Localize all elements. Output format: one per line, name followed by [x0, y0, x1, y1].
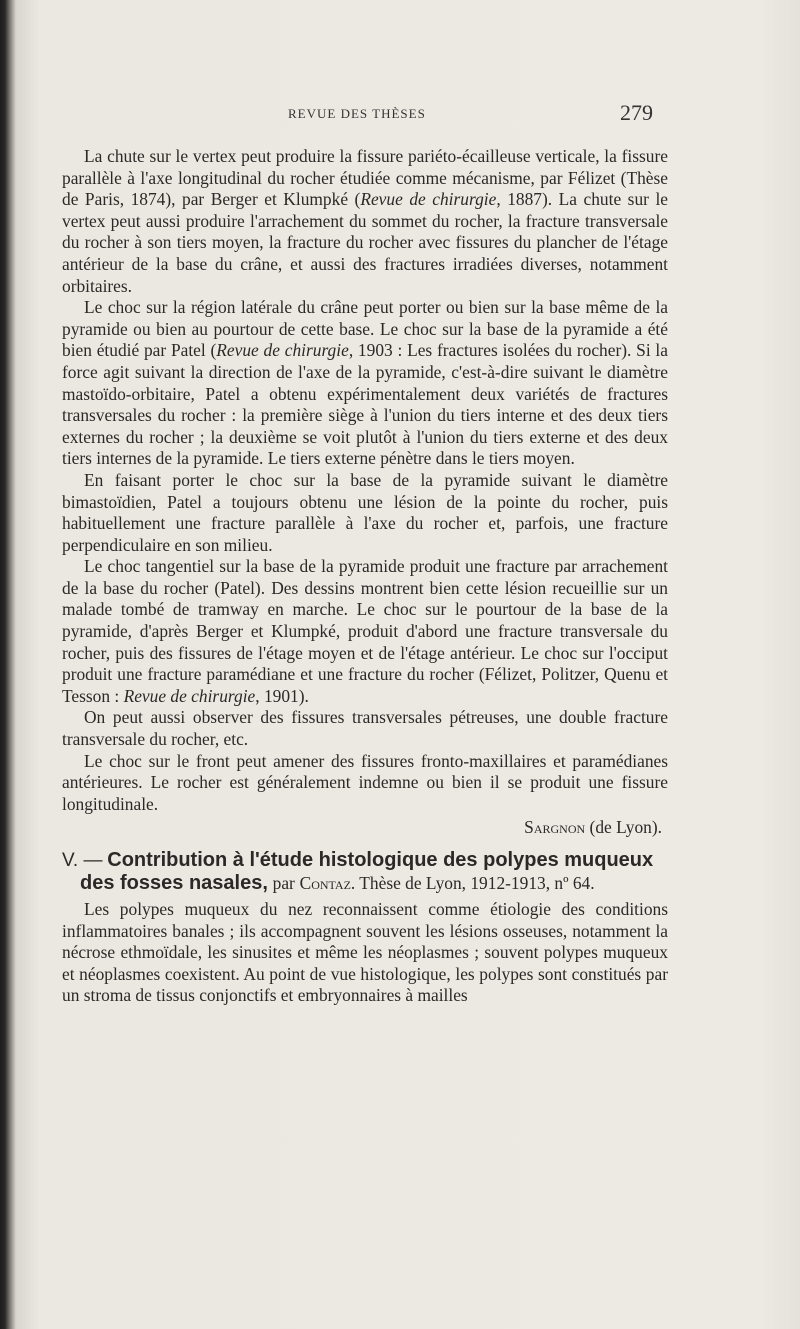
- journal-title: Revue de chirurgie: [123, 685, 256, 706]
- paragraph: On peut aussi observer des fissures transversales pétreuses, une double fracture transversale du rocher, etc.: [62, 707, 668, 750]
- journal-title: Revue de chirurgie: [360, 189, 497, 210]
- page-header: [0, 100, 800, 130]
- section-heading: [62, 849, 668, 895]
- by-word: par: [272, 873, 295, 893]
- paragraph-text: , 1901).: [255, 685, 309, 706]
- paragraph: [62, 556, 668, 707]
- paragraph-text: La chute sur le vertex peut produire la fissure pariéto-écailleuse verticale, la fissure parallèle à l'axe longitudinal du rocher étudiée comme mécanisme, par Félizet (Thèse de Paris, 1874), par Berger et Klumpké (: [62, 146, 668, 210]
- signature-place: (de Lyon).: [589, 817, 662, 838]
- paragraph-text: , 1903 : Les fractures isolées du rocher). Si la force agit suivant la direction de l'axe de la pyramide, c'est-à-dire suivant le diamètre mastoïdo-orbitaire, Patel a obtenu expérimentalement deux variétés de fractures transversales du rocher : la première siège à l'union du tiers interne et des deux tiers externes du rocher ; la deuxième se voit plutôt à l'union du tiers externe et des deux tiers internes de la pyramide. Le tiers externe pénètre dans le tiers moyen.: [62, 340, 668, 469]
- thesis-details: . Thèse de Lyon, 1912-1913, nº 64.: [350, 873, 595, 893]
- thesis-author: Contaz: [299, 873, 351, 893]
- section-number: V. —: [62, 850, 103, 871]
- journal-title: Revue de chirurgie: [216, 340, 349, 361]
- paragraph-text: Le choc sur la région latérale du crâne peut porter ou bien sur la base même de la pyramide ou bien au pourtour de cette base. Le choc sur la base de la pyramide a été bien étudié par Patel (: [62, 297, 668, 361]
- article-body: [62, 146, 668, 1007]
- author-signature: [62, 817, 662, 839]
- running-title: REVUE DES THÈSES: [288, 106, 426, 121]
- section-title: Contribution à l'étude histologique des polypes muqueux des fosses nasales,: [80, 849, 654, 894]
- paragraph: Le choc sur le front peut amener des fissures fronto-maxillaires et paramédianes antérieures. Le rocher est généralement indemne ou bien il se produit une fissure longitudinale.: [62, 750, 668, 814]
- page-number: 279: [620, 100, 653, 125]
- paragraph-text: , 1887). La chute sur le vertex peut aussi produire l'arrachement du sommet du rocher, la fracture transversale du rocher à son tiers moyen, la fracture du rocher avec fissures du plancher de l'étage antérieur de la base du crâne, et aussi des fractures irradiées diverses, notamment orbitaires.: [62, 189, 668, 296]
- paragraph-text: Le choc tangentiel sur la base de la pyramide produit une fracture par arrachement de la base du rocher (Patel). Des dessins montrent bien cette lésion recueillie sur un malade tombé de tramway en marche. Le choc sur le pourtour de la base de la pyramide, d'après Berger et Klumpké, produit d'abord une fracture transversale du rocher, puis des fissures de l'étage moyen et de l'étage antérieur. Le choc sur l'occiput produit une fracture paramédiane et une fracture du rocher (Félizet, Politzer, Quenu et Tesson :: [62, 556, 668, 706]
- signature-name: Sargnon: [524, 817, 586, 838]
- section-v: [62, 849, 668, 1007]
- paragraph: En faisant porter le choc sur la base de la pyramide suivant le diamètre bimastoïdien, Patel a toujours obtenu une lésion de la pointe du rocher, puis habituellement une fracture parallèle à l'axe du rocher et, parfois, une fracture perpendiculaire en son milieu.: [62, 469, 668, 555]
- paragraph: Les polypes muqueux du nez reconnaissent comme étiologie des conditions inflammatoires banales ; ils accompagnent souvent les lésions osseuses, notamment la nécrose ethmoïdale, les sinusites et même les néoplasmes ; souvent polypes muqueux et néoplasmes coexistent. Au point de vue histologique, les polypes sont constitués par un stroma de tissus conjonctifs et embryonnaires à mailles: [62, 899, 668, 1006]
- paragraph: [62, 146, 668, 297]
- paragraph: [62, 297, 668, 470]
